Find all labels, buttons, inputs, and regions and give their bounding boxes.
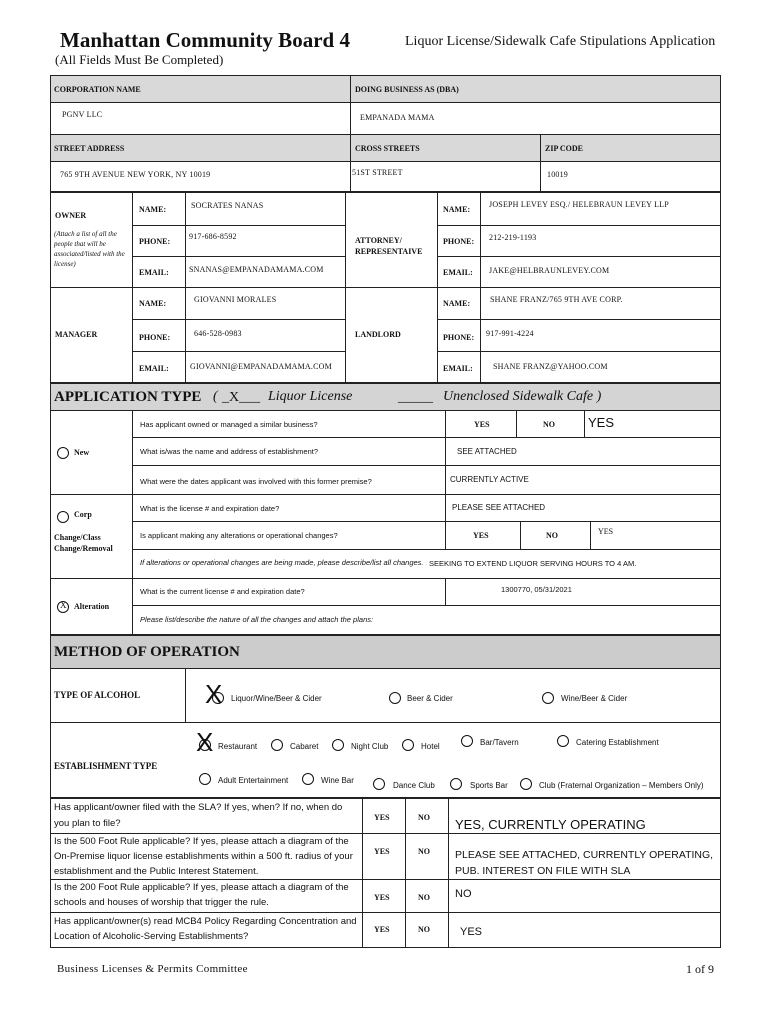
q-dates-involved: What were the dates applicant was involved with this former premise?: [140, 477, 372, 486]
question-mcb4-no[interactable]: NO: [418, 925, 430, 934]
question-200-answer[interactable]: NO: [455, 888, 472, 900]
question-sla-no[interactable]: NO: [418, 813, 430, 822]
landlord-email-label: EMAIL:: [443, 364, 473, 373]
attorney-label: ATTORNEY/ REPRESENTAIVE: [355, 236, 423, 256]
alcohol-beer-radio[interactable]: [389, 692, 401, 704]
est-restaurant: Restaurant: [218, 742, 258, 751]
corporation-name-value[interactable]: PGNV LLC: [62, 110, 103, 119]
page-subtitle: (All Fields Must Be Completed): [55, 52, 224, 67]
question-sla: Has applicant/owner filed with the SLA? If yes, when? If no, when do you plan to file?: [54, 802, 343, 829]
q-alterations-no[interactable]: NO: [546, 531, 558, 540]
est-catering: Catering Establishment: [576, 738, 659, 747]
liquor-license-mark[interactable]: _X___: [222, 390, 261, 405]
change-removal-label: Change/Class Change/Removal: [54, 533, 113, 553]
manager-name-label: NAME:: [139, 299, 167, 308]
q-owned-yes[interactable]: YES: [474, 420, 490, 429]
attorney-name-label: NAME:: [443, 205, 471, 214]
est-hotel-radio[interactable]: [402, 739, 414, 751]
establishment-type-label: ESTABLISHMENT TYPE: [54, 761, 158, 771]
est-nightclub: Night Club: [351, 742, 389, 751]
landlord-label: LANDLORD: [355, 330, 401, 339]
owner-email-label: EMAIL:: [139, 268, 169, 277]
zip-code-value[interactable]: 10019: [547, 170, 568, 179]
alcohol-option-wine: Wine/Beer & Cider: [561, 694, 628, 703]
est-catering-radio[interactable]: [557, 735, 569, 747]
est-restaurant-mark: X: [196, 727, 214, 757]
owner-note: (Attach a list of all the people that will be associated/listed with the license): [54, 230, 125, 268]
corp-radio[interactable]: [57, 511, 69, 523]
owner-name-value[interactable]: SOCRATES NANAS: [191, 201, 264, 210]
question-200-foot: Is the 200 Foot Rule applicable? If yes, please attach a diagram of the schools and houses of worship that trigger the rule.: [54, 882, 349, 908]
sidewalk-cafe-blank[interactable]: _____: [398, 390, 433, 405]
est-hotel: Hotel: [421, 742, 440, 751]
new-label: New: [74, 448, 90, 457]
alcohol-wine-radio[interactable]: [542, 692, 554, 704]
est-adult-entertainment: Adult Entertainment: [218, 776, 289, 785]
q-dates-answer[interactable]: CURRENTLY ACTIVE: [450, 475, 529, 484]
attorney-email-value[interactable]: JAKE@HELBRAUNLEVEY.COM: [489, 266, 610, 275]
footer-committee: Business Licenses & Permits Committee: [57, 963, 248, 975]
landlord-email-value[interactable]: SHANE FRANZ@YAHOO.COM: [493, 362, 608, 371]
q-alterations-answer[interactable]: YES: [598, 527, 614, 536]
dba-label: DOING BUSINESS AS (DBA): [355, 85, 459, 94]
landlord-name-value[interactable]: SHANE FRANZ/765 9TH AVE CORP.: [490, 295, 623, 304]
attorney-name-value[interactable]: JOSEPH LEVEY ESQ./ HELEBRAUN LEVEY LLP: [489, 200, 669, 209]
est-nightclub-radio[interactable]: [332, 739, 344, 751]
attorney-phone-value[interactable]: 212-219-1193: [489, 233, 537, 242]
question-200-yes[interactable]: YES: [374, 893, 390, 902]
est-wine-bar: Wine Bar: [321, 776, 354, 785]
q-owned-no[interactable]: NO: [543, 420, 555, 429]
cross-streets-label: CROSS STREETS: [355, 144, 420, 153]
type-of-alcohol-label: TYPE OF ALCOHOL: [54, 690, 141, 700]
est-bar-radio[interactable]: [461, 735, 473, 747]
dba-value[interactable]: EMPANADA MAMA: [360, 113, 435, 122]
attorney-phone-label: PHONE:: [443, 237, 475, 246]
alteration-mark: X: [60, 600, 67, 610]
q-alterations: Is applicant making any alterations or operational changes?: [140, 531, 338, 540]
est-winebar-radio[interactable]: [302, 773, 314, 785]
q-list-changes: Please list/describe the nature of all the changes and attach the plans:: [140, 615, 374, 624]
est-bar-tavern: Bar/Tavern: [480, 738, 519, 747]
owner-name-label: NAME:: [139, 205, 167, 214]
question-500-foot: Is the 500 Foot Rule applicable? If yes, please attach a diagram of the On-Premise liquor license establishments within a 500 ft. radius of your establishment and the Public Interest Statement.: [54, 836, 353, 877]
landlord-phone-label: PHONE:: [443, 333, 475, 342]
est-sportsbar-radio[interactable]: [450, 778, 462, 790]
method-of-operation-title: METHOD OF OPERATION: [54, 644, 240, 660]
zip-code-label: ZIP CODE: [545, 144, 584, 153]
owner-phone-label: PHONE:: [139, 237, 171, 246]
est-dance-club: Dance Club: [393, 781, 435, 790]
alcohol-liquor-mark: X: [205, 679, 223, 709]
est-cabaret-radio[interactable]: [271, 739, 283, 751]
question-500-answer[interactable]: PLEASE SEE ATTACHED, CURRENTLY OPERATING, PUB. INTEREST ON FILE WITH SLA: [455, 849, 714, 877]
landlord-name-label: NAME:: [443, 299, 471, 308]
corporation-name-label: CORPORATION NAME: [54, 85, 141, 94]
question-500-yes[interactable]: YES: [374, 847, 390, 856]
street-address-label: STREET ADDRESS: [54, 144, 125, 153]
new-radio[interactable]: [57, 447, 69, 459]
alcohol-option-beer: Beer & Cider: [407, 694, 453, 703]
manager-name-value[interactable]: GIOVANNI MORALES: [194, 295, 277, 304]
manager-label: MANAGER: [55, 330, 98, 339]
liquor-license-label: Liquor License: [268, 389, 353, 404]
q-license-expiration: What is the license # and expiration date?: [140, 504, 280, 513]
est-sports-bar: Sports Bar: [470, 781, 508, 790]
question-mcb4-answer[interactable]: YES: [460, 926, 483, 938]
question-200-no[interactable]: NO: [418, 893, 430, 902]
manager-phone-label: PHONE:: [139, 333, 171, 342]
street-address-value[interactable]: 765 9TH AVENUE NEW YORK, NY 10019: [60, 170, 211, 179]
corp-label: Corp: [74, 510, 92, 519]
page-title: Manhattan Community Board 4: [60, 28, 350, 52]
attorney-email-label: EMAIL:: [443, 268, 473, 277]
q-current-license-answer[interactable]: 1300770, 05/31/2021: [501, 585, 572, 594]
sidewalk-cafe-label: Unenclosed Sidewalk Cafe ): [443, 389, 602, 404]
form-title: Liquor License/Sidewalk Cafe Stipulations Application: [405, 34, 716, 49]
est-adult-radio[interactable]: [199, 773, 211, 785]
footer-page-number: 1 of 9: [686, 962, 714, 976]
q-describe-answer[interactable]: SEEKING TO EXTEND LIQUOR SERVING HOURS TO 4 AM.: [429, 559, 637, 568]
est-club-fraternal: Club (Fraternal Organization – Members Only): [539, 781, 704, 790]
question-sla-answer[interactable]: YES, CURRENTLY OPERATING: [455, 817, 646, 832]
question-sla-yes[interactable]: YES: [374, 813, 390, 822]
owner-email-value[interactable]: SNANAS@EMPANADAMAMA.COM: [189, 265, 324, 274]
manager-email-value[interactable]: GIOVANNI@EMPANADAMAMA.COM: [190, 362, 332, 371]
q-describe-changes: If alterations or operational changes are being made, please describe/list all changes.: [140, 558, 424, 567]
q-owned-answer[interactable]: YES: [588, 415, 615, 430]
q-license-answer[interactable]: PLEASE SEE ATTACHED: [452, 503, 546, 512]
question-mcb4-policy: Has applicant/owner(s) read MCB4 Policy Regarding Concentration and Location of Alcoholic-Serving Establishments?: [54, 916, 357, 942]
manager-phone-value[interactable]: 646-528-0983: [194, 329, 242, 338]
question-mcb4-yes[interactable]: YES: [374, 925, 390, 934]
question-500-no[interactable]: NO: [418, 847, 430, 856]
open-paren: (: [213, 389, 218, 404]
q-name-address-answer[interactable]: SEE ATTACHED: [457, 447, 517, 456]
alteration-label: Alteration: [74, 602, 110, 611]
est-danceclub-radio[interactable]: [373, 778, 385, 790]
manager-email-label: EMAIL:: [139, 364, 169, 373]
q-current-license: What is the current license # and expiration date?: [140, 587, 305, 596]
alcohol-option-liquor: Liquor/Wine/Beer & Cider: [231, 694, 322, 703]
landlord-phone-value[interactable]: 917-991-4224: [486, 329, 534, 338]
application-type-title: APPLICATION TYPE: [54, 389, 202, 405]
q-owned-similar: Has applicant owned or managed a similar business?: [140, 420, 318, 429]
owner-label: OWNER: [55, 211, 87, 220]
owner-phone-value[interactable]: 917-686-8592: [189, 232, 237, 241]
est-club-radio[interactable]: [520, 778, 532, 790]
q-name-address: What is/was the name and address of establishment?: [140, 447, 319, 456]
est-cabaret: Cabaret: [290, 742, 319, 751]
cross-streets-value[interactable]: 51ST STREET: [352, 168, 403, 177]
q-alterations-yes[interactable]: YES: [473, 531, 489, 540]
